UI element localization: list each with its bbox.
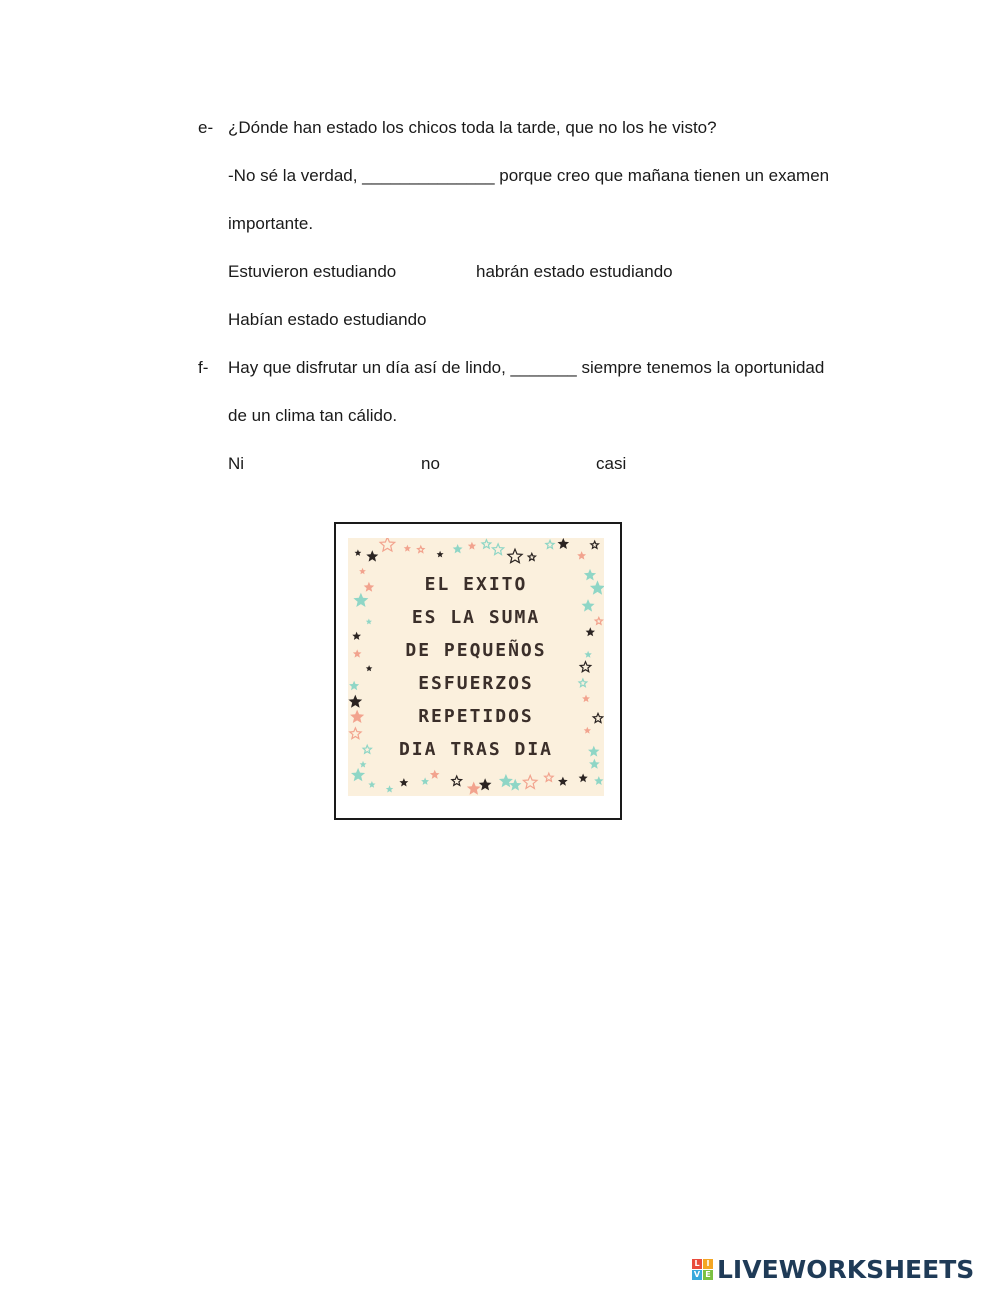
poster-line-1: EL EXITO (424, 574, 528, 595)
star-icon (468, 542, 476, 550)
logo-mark-v: V (693, 1269, 701, 1279)
motivational-poster (348, 538, 604, 796)
logo-mark-icon (692, 1259, 713, 1280)
star-icon (355, 549, 362, 556)
poster-line-2: ES LA SUMA (411, 607, 541, 628)
star-icon (492, 544, 503, 555)
star-icon (467, 782, 481, 795)
question-e-option-3[interactable]: Habían estado estudiando (228, 310, 427, 329)
star-icon (479, 778, 492, 790)
star-icon (351, 768, 365, 781)
question-e-option-2[interactable]: habrán estado estudiando (476, 262, 673, 281)
star-icon (366, 550, 378, 561)
star-icon (528, 553, 535, 560)
star-icon (482, 540, 491, 548)
star-icon (453, 544, 463, 553)
star-icon (430, 770, 440, 779)
poster-line-5: REPETIDOS (418, 706, 534, 727)
question-f-marker: f- (198, 358, 209, 377)
logo-mark-l: L (692, 1259, 702, 1269)
star-icon (452, 776, 462, 785)
star-icon (368, 781, 375, 788)
star-icon (437, 551, 444, 558)
star-icon (508, 549, 522, 563)
liveworksheets-logo[interactable] (692, 1256, 974, 1282)
star-icon (558, 538, 570, 549)
star-icon (523, 775, 537, 788)
star-icon (577, 551, 586, 560)
question-e-answer-continuation: importante. (228, 214, 314, 233)
star-icon (546, 540, 554, 548)
question-e-option-1[interactable]: Estuvieron estudiando (228, 262, 397, 281)
poster-quote (348, 568, 604, 766)
star-icon (399, 778, 408, 786)
question-e-answer-line: -No sé la verdad, ______________ porque creo que mañana tienen un examen (228, 166, 830, 185)
question-f-option-2[interactable]: no (421, 454, 440, 473)
question-e-prompt: ¿Dónde han estado los chicos toda la tarde, que no los he visto? (228, 118, 717, 137)
star-icon (591, 541, 599, 548)
star-icon (380, 538, 395, 551)
poster-line-4: ESFUERZOS (418, 673, 534, 694)
star-icon (404, 545, 411, 552)
logo-text: LIVEWORKSHEETS (717, 1254, 975, 1284)
star-icon (499, 774, 513, 787)
question-f-option-3[interactable]: casi (596, 454, 627, 473)
star-icon (545, 773, 554, 781)
poster-line-6: DIA TRAS DIA (398, 739, 554, 760)
star-icon (418, 546, 424, 552)
star-icon (594, 776, 603, 785)
logo-mark-i: I (703, 1259, 713, 1269)
question-f-prompt-continuation: de un clima tan cálido. (228, 406, 398, 425)
question-f-option-1[interactable]: Ni (228, 454, 245, 473)
star-icon (558, 777, 568, 786)
question-e-marker: e- (198, 118, 214, 137)
question-f-prompt: Hay que disfrutar un día así de lindo, _______ siempre tenemos la oportunidad (228, 358, 825, 377)
star-icon (386, 785, 394, 792)
poster-frame (334, 522, 622, 820)
logo-mark-e: E (703, 1270, 713, 1280)
poster-line-3: DE PEQUEÑOS (405, 640, 547, 661)
star-icon (579, 774, 588, 783)
star-icon (421, 777, 429, 785)
